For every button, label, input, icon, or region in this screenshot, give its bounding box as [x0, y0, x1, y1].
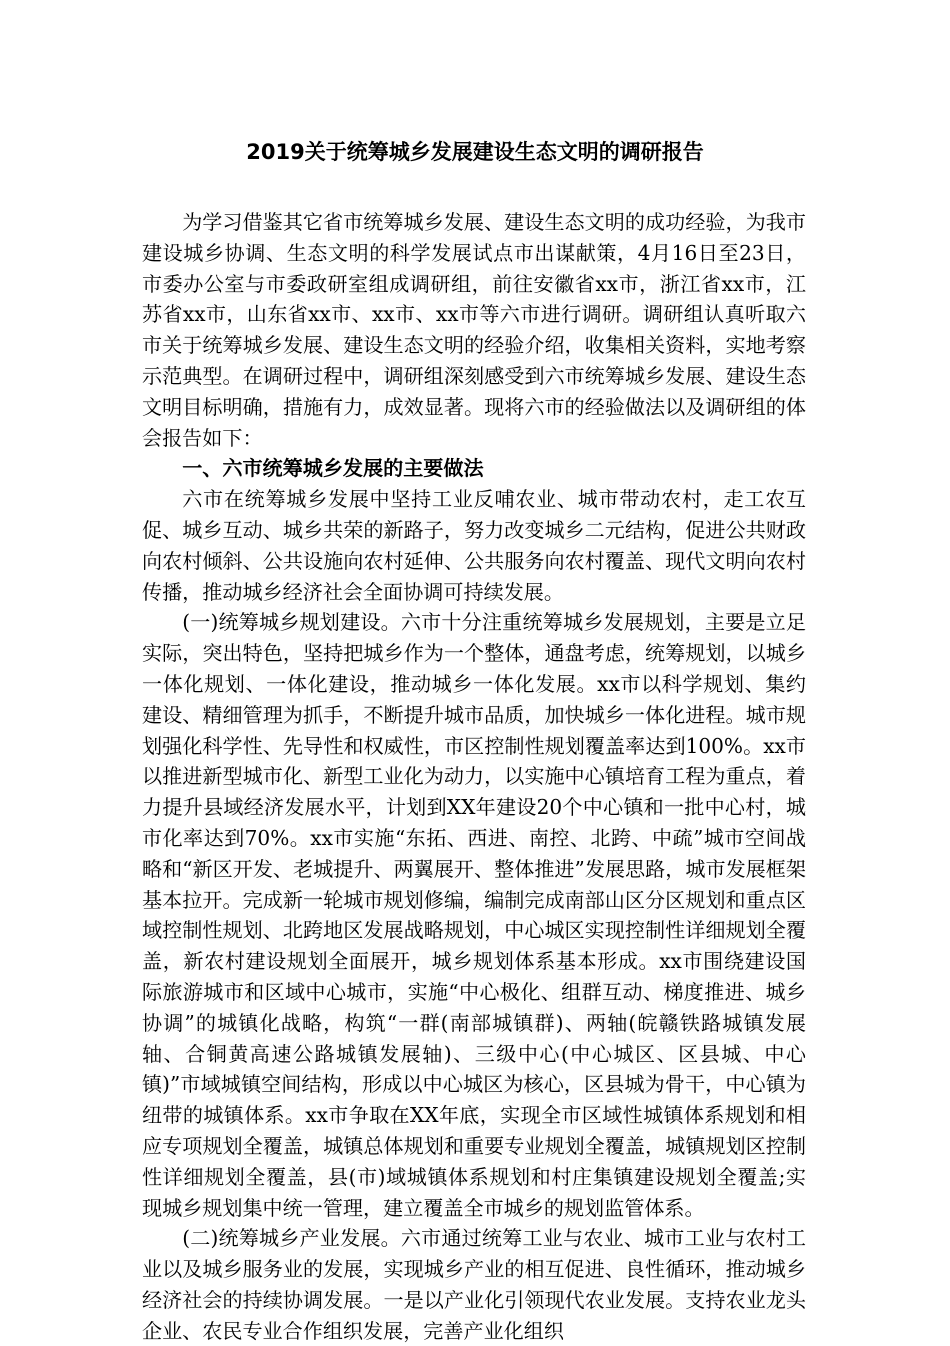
body-paragraph: (二)统筹城乡产业发展。六市通过统筹工业与农业、城市工业与农村工业以及城乡服务业的发展，实现城乡产业的相互促进、良性循环，推动城乡经济社会的持续协调发展。一是以产业化引领现代农业发展。支持农业龙头企业、农民专业合作组织发展，完善产业化组织	[142, 1226, 806, 1343]
document-title: 2019关于统筹城乡发展建设生态文明的调研报告	[246, 140, 704, 164]
document-body	[142, 207, 806, 1346]
body-paragraph: (一)统筹城乡规划建设。六市十分注重统筹城乡发展规划，主要是立足实际，突出特色，坚持把城乡作为一个整体，通盘考虑，统筹规划，以城乡一体化规划、一体化建设，推动城乡一体化发展。xx市以科学规划、集约建设、精细管理为抓手，不断提升城市品质，加快城乡一体化进程。城市规划强化科学性、先导性和权威性，市区控制性规划覆盖率达到100%。xx市以推进新型城市化、新型工业化为动力，以实施中心镇培育工程为重点，着力提升县域经济发展水平，计划到XX年建设20个中心镇和一批中心村，城市化率达到70%。xx市实施“东拓、西进、南控、北跨、中疏”城市空间战略和“新区开发、老城提升、两翼展开、整体推进”发展思路，城市发展框架基本拉开。完成新一轮城市规划修编，编制完成南部山区分区规划和重点区域控制性规划、北跨地区发展战略规划，中心城区实现控制性详细规划全覆盖，新农村建设规划全面展开，城乡规划体系基本形成。xx市围绕建设国际旅游城市和区域中心城市，实施“中心极化、组群互动、梯度推进、城乡协调”的城镇化战略，构筑“一群(南部城镇群)、两轴(皖赣铁路城镇发展轴、合铜黄高速公路城镇发展轴)、三级中心(中心城区、区县城、中心镇)”市域城镇空间结构，形成以中心城区为核心，区县城为骨干，中心镇为纽带的城镇体系。xx市争取在XX年底，实现全市区域性城镇体系规划和相应专项规划全覆盖，城镇总体规划和重要专业规划全覆盖，城镇规划区控制性详细规划全覆盖，县(市)域城镇体系规划和村庄集镇建设规划全覆盖;实现城乡规划集中统一管理，建立覆盖全市城乡的规划监管体系。	[142, 610, 806, 1220]
section-heading: 一、六市统筹城乡发展的主要做法	[182, 456, 484, 481]
intro-paragraph: 为学习借鉴其它省市统筹城乡发展、建设生态文明的成功经验，为我市建设城乡协调、生态文明的科学发展试点市出谋献策，4月16日至23日，市委办公室与市委政研室组成调研组，前往安徽省xx市，浙江省xx市，江苏省xx市，山东省xx市、xx市、xx市等六市进行调研。调研组认真听取六市关于统筹城乡发展、建设生态文明的经验介绍，收集相关资料，实地考察示范典型。在调研过程中，调研组深刻感受到六市统筹城乡发展、建设生态文明目标明确，措施有力，成效显著。现将六市的经验做法以及调研组的体会报告如下：	[142, 210, 806, 450]
body-paragraph: 六市在统筹城乡发展中坚持工业反哺农业、城市带动农村，走工农互促、城乡互动、城乡共荣的新路子，努力改变城乡二元结构，促进公共财政向农村倾斜、公共设施向农村延伸、公共服务向农村覆盖、现代文明向农村传播，推动城乡经济社会全面协调可持续发展。	[142, 487, 806, 604]
